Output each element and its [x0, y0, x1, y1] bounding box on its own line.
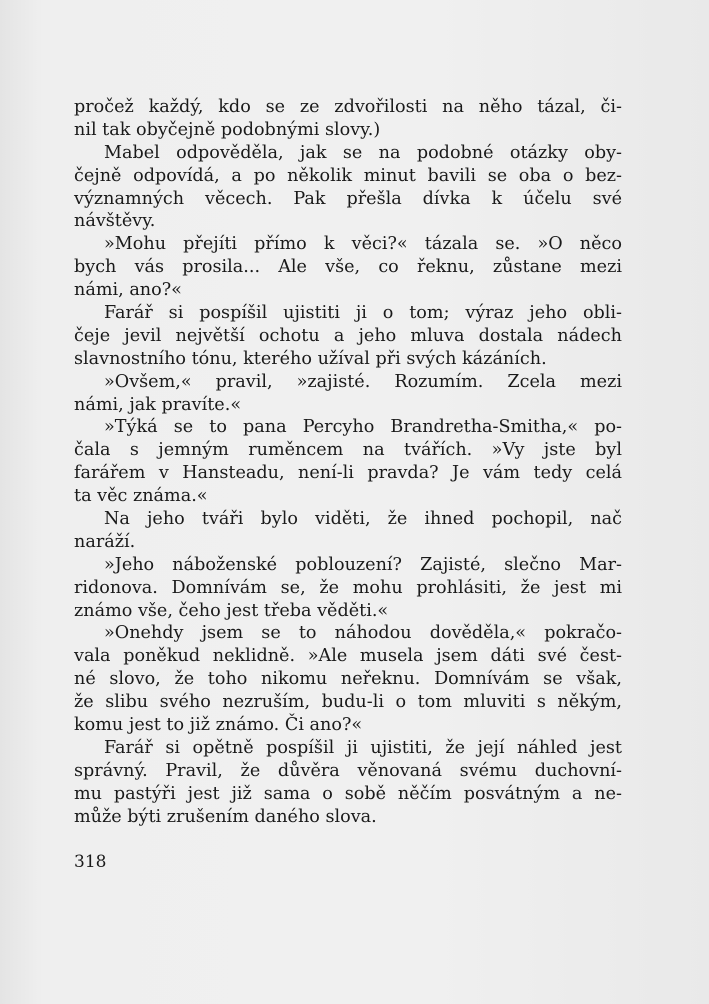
text-line: ridonova. Domnívám se, že mohu prohlásiti, že jest mi [74, 577, 622, 598]
text-line: ta věc známa.« [74, 486, 208, 507]
text-line: »Onehdy jsem se to náhodou dověděla,« pokračo- [104, 623, 622, 644]
text-line: »Týká se to pana Percyho Brandretha-Smitha,« po- [104, 417, 622, 438]
text-line: pročež každý, kdo se ze zdvořilosti na něho tázal, či- [74, 97, 622, 117]
text-line: Farář si opětně pospíšil ji ujistiti, že její náhled jest [104, 737, 622, 758]
text-line: mu pastýři jest již sama o sobě něčím posvátným a ne- [74, 783, 622, 804]
text-line: správný. Pravil, že důvěra věnovaná svému duchovní- [74, 760, 622, 781]
text-line: slavnostního tónu, kterého užíval při svých kázáních. [74, 348, 547, 369]
text-line: čeje jevil největší ochotu a jeho mluva dostala nádech [74, 325, 622, 346]
text-line: čejně odpovídá, a po několik minut bavili se oba o bez- [74, 165, 622, 186]
text-line: nil tak obyčejně podobnými slovy.) [74, 119, 381, 140]
page-number: 318 [74, 852, 107, 872]
text-line: může býti zrušením daného slova. [74, 806, 377, 827]
text-line: že slibu svého nezruším, budu-li o tom mluviti s někým, [74, 692, 622, 713]
text-line: né slovo, že toho nikomu neřeknu. Domnívám se však, [74, 669, 622, 690]
text-line: známo vše, čeho jest třeba věděti.« [74, 600, 389, 621]
text-line: námi, jak pravíte.« [74, 394, 242, 415]
text-line: Mabel odpověděla, jak se na podobné otázky oby- [104, 142, 622, 163]
text-line: bych vás prosila... Ale vše, co řeknu, zůstane mezi [74, 257, 622, 278]
text-line: Farář si pospíšil ujistiti ji o tom; výraz jeho obli- [104, 303, 622, 324]
text-line: námi, ano?« [74, 280, 182, 301]
text-line: komu jest to již známo. Či ano?« [74, 715, 363, 736]
body-text [74, 96, 622, 829]
text-line: farářem v Hansteadu, není-li pravda? Je vám tedy celá [74, 463, 622, 484]
text-line: Na jeho tváři bylo viděti, že ihned pochopil, nač [104, 509, 622, 530]
text-line: naráží. [74, 531, 136, 552]
text-line: čala s jemným ruměncem na tvářích. »Vy jste byl [74, 440, 622, 461]
text-line: »Jeho náboženské poblouzení? Zajisté, slečno Mar- [104, 554, 622, 575]
text-line: »Ovšem,« pravil, »zajisté. Rozumím. Zcela mezi [104, 371, 622, 392]
text-line: významných věcech. Pak přešla dívka k účelu své [74, 188, 622, 209]
text-line: návštěvy. [74, 211, 156, 232]
text-line: »Mohu přejíti přímo k věci?« tázala se. »O něco [104, 234, 622, 255]
text-line: vala poněkud neklidně. »Ale musela jsem dáti své čest- [74, 646, 622, 667]
